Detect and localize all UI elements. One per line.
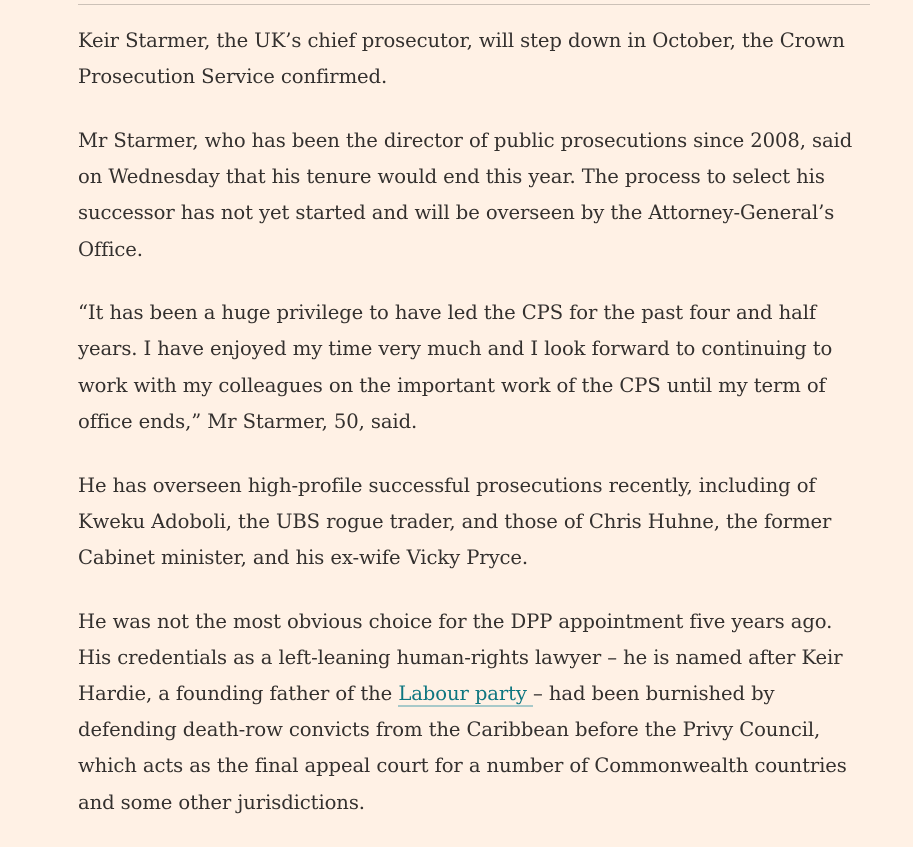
paragraph-quote: “It has been a huge privilege to have led the CPS for the past four and half years. I have enjoyed my time very much and I look forward to continuing to work with my colleagues on the important work of the CPS until my term of office ends,” Mr Starmer, 50, said. [78,301,833,433]
paragraph-prosecutions: He has overseen high-profile successful prosecutions recently, including of Kweku Adoboli, the UBS rogue trader, and those of Chris Huhne, the former Cabinet minister, and his ex-wife Vicky Pryce. [78,473,832,569]
article-body [78,23,870,847]
paragraph-tenure: Mr Starmer, who has been the director of public prosecutions since 2008, said on Wednesday that his tenure would end this year. The process to select his successor has not yet started and will be overseen by the Attorney-General’s Office. [78,128,853,261]
paragraph-step-down: Keir Starmer, the UK’s chief prosecutor, will step down in October, the Crown Prosecution Service confirmed. [78,29,845,89]
top-divider [78,4,870,5]
labour-party-link[interactable]: Labour party [398,682,534,706]
paragraph-credentials-text-after: – had been burnished by defending death-row convicts from the Caribbean before the Privy Council, which acts as the final appeal court for a number of Commonwealth countries and some other jurisdictions. [78,682,847,814]
paragraph-credentials [78,604,870,821]
paragraph-credentials-text-before: He was not the most obvious choice for the DPP appointment five years ago. His credentials as a left-leaning human-rights lawyer – he is named after Keir Hardie, a founding father of the [78,609,843,706]
